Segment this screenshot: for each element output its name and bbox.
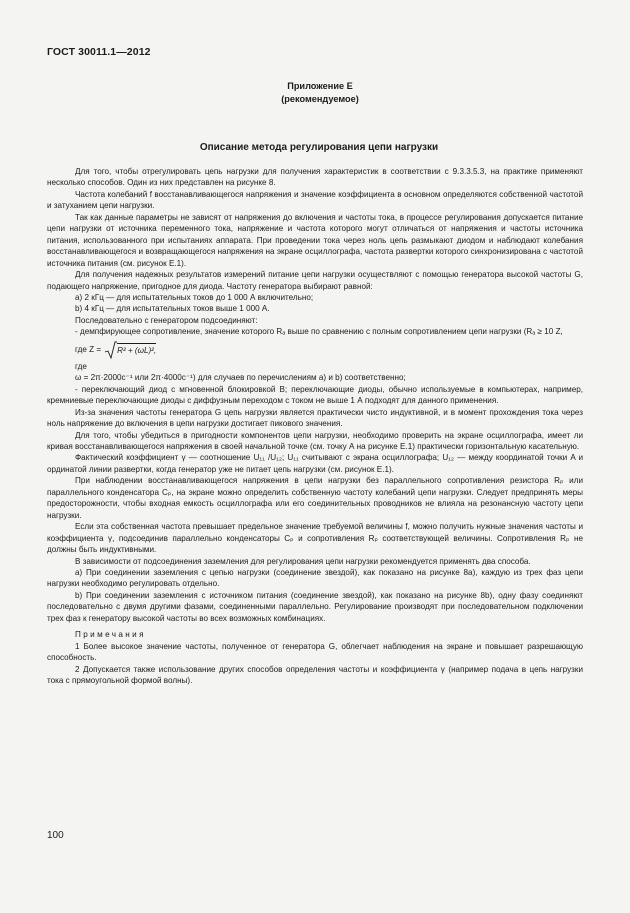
document-id: ГОСТ 30011.1—2012 <box>47 46 151 58</box>
paragraph: - переключающий диод с мгновенной блокировкой B; переключающие диоды, обычно используемые в компьютерах, например, кремниевые переключающие диоды с диффузным переходом с током не выше 1 А подходят для данного применения. <box>47 384 583 406</box>
paragraph: Для получения надежных результатов измерений питание цепи нагрузки осуществляют с помощью генератора высокой частоты G, подающего напряжение, пригодное для диода. Частоту генератора выбирают равной: <box>47 270 583 291</box>
list-item: b) При соединении заземления с источником питания (соединение звездой), как показано на рисунке 8b), одну фазу соединяют последовательно с двумя другими фазами, соединенными параллельно. Регулирование производят при последовательном подключении трех фаз к генератору высокой частоты во всех возможных комбинациях. <box>47 590 583 623</box>
formula-expression: R² + (ωL)², <box>117 343 156 356</box>
paragraph: Из-за значения частоты генератора G цепь нагрузки является практически чисто индуктивной, и в момент прохождения тока через ноль напряжение до включения в цепи нагрузки достигает пикового значения. <box>47 407 583 429</box>
body-text <box>47 166 583 686</box>
square-root-icon <box>105 341 117 359</box>
paragraph: Последовательно с генератором подсоединяют: <box>75 315 258 325</box>
list-item: a) При соединении заземления с цепью нагрузки (соединение звездой), как показано на рисунке 8a), каждую из трех фаз цепи нагрузки необходимо регулировать отдельно. <box>47 567 583 589</box>
paragraph: В зависимости от подсоединения заземления для регулирования цепи нагрузки рекомендуется применять два способа. <box>75 556 531 566</box>
section-title: Описание метода регулирования цепи нагрузки <box>199 142 439 153</box>
paragraph: Для того, чтобы убедиться в пригодности компонентов цепи нагрузки, необходимо проверить на экране осциллографа, имеет ли кривая восстанавливающегося напряжения в своей начальной точке (см. точку А на рисунке Е.1) практически горизонтальную касательную. <box>47 430 583 451</box>
formula <box>75 340 583 360</box>
paragraph: Фактический коэффициент γ — соотношение U₁₁ /U₁₂; U₁₁ считывают с экрана осциллографа; U₁₂ — между координатой точки A и ординатой линии развертки, когда генератор уже не питает цепь нагрузки (см. рисунок Е.1). <box>47 453 583 474</box>
paragraph: Если эта собственная частота превышает предельное значение требуемой величины f, можно получить нужные значения частоты и коэффициента γ, подсоединив параллельно конденсаторы Cₚ и сопротивления Rₚ соответствующей величины. Сопротивления Rₚ не должны быть индуктивными. <box>47 522 583 555</box>
list-item: b) 4 кГц — для испытательных токов выше 1 000 А. <box>75 304 270 314</box>
appendix-status: (рекомендуемое) <box>281 94 359 104</box>
formula-prefix: где Z = <box>75 345 102 355</box>
paragraph: При наблюдении восстанавливающегося напряжения в цепи нагрузки без параллельного сопротивления резистора Rₚ или параллельного конденсатора Cₚ, на экране можно определить собственную частоту колебаний цепи нагрузки. Следует предпринять меры предосторожности, чтобы входная емкость осциллографа или его соединительных проводников не влияла на резонансную частоту цепи нагрузки. <box>47 476 583 520</box>
paragraph: ω = 2π·2000c⁻¹ или 2π·4000c⁻¹) для случаев по перечислениям a) и b) соответственно; <box>75 373 406 383</box>
paragraph: где <box>75 361 87 371</box>
note-item: 2 Допускается также использование других способов определения частоты и коэффициента γ (например подача в цепь нагрузки тока с прямоугольной формой волны). <box>47 664 583 686</box>
paragraph: - демпфирующее сопротивление, значение которого Rₐ выше по сравнению с полным сопротивлением цепи нагрузки (Rₐ ≥ 10 Z, <box>75 327 563 337</box>
notes-heading: Примечания <box>75 630 146 640</box>
note-item: 1 Более высокое значение частоты, полученное от генератора G, облегчает наблюдения на экране и повышает разрешающую способность. <box>47 641 583 663</box>
page-number: 100 <box>47 830 64 841</box>
list-item: a) 2 кГц — для испытательных токов до 1 000 А включительно; <box>75 292 314 302</box>
paragraph: Частота колебаний f восстанавливающегося напряжения и значение коэффициента в основном определяются собственной частотой и затуханием цепи нагрузки. <box>47 189 583 211</box>
appendix-heading <box>0 80 630 106</box>
appendix-label: Приложение Е <box>287 81 353 91</box>
paragraph: Так как данные параметры не зависят от напряжения до включения и частоты тока, в процессе регулирования допускается питание цепи нагрузки от источника переменного тока, напряжение и частота которого могут отличаться от напряжения и частоты источника питания, использованного при испытаниях аппарата. При проведении тока через ноль цепь размыкают диодом и наблюдают колебания восстанавливающегося и возвращающегося напряжения на экране осциллографа, частота развертки которого синхронизирована с частотой источника питания (см. рисунок Е.1). <box>47 212 583 268</box>
paragraph: Для того, чтобы отрегулировать цепь нагрузки для получения характеристик в соответствии с 9.3.3.5.3, на практике применяют несколько способов. Один из них представлен на рисунке 8. <box>47 167 583 188</box>
